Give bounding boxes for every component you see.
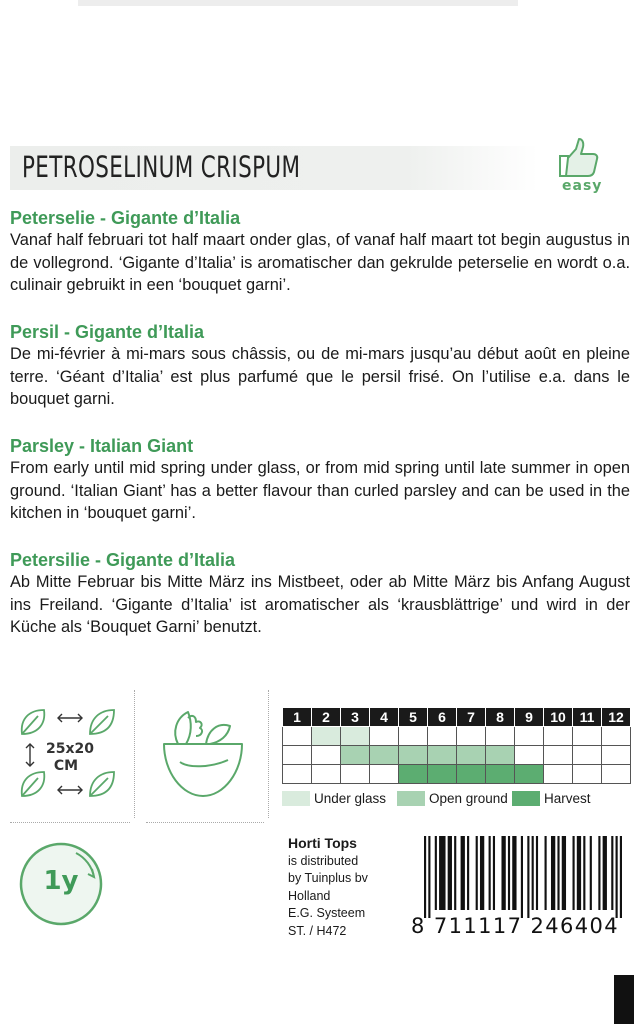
under-glass-cell: [283, 727, 312, 746]
barcode-bar: [536, 836, 538, 910]
barcode-bar: [551, 836, 555, 910]
open-ground-cell: [457, 746, 486, 765]
barcode-bar: [611, 836, 613, 910]
barcode-bar: [545, 836, 547, 910]
calendar-row-harvest: [283, 765, 631, 784]
section-nl: [10, 207, 634, 297]
barcode-bar: [598, 836, 600, 910]
under-glass-cell: [428, 727, 457, 746]
divider: [146, 822, 264, 823]
leaf-icon: [22, 772, 45, 796]
divider: [268, 690, 269, 818]
spacing-label: [46, 741, 94, 775]
barcode-bar: [476, 836, 478, 910]
calendar-row-under-glass: [283, 727, 631, 746]
distributor-line: E.G. Systeem: [288, 906, 366, 920]
distributor-line: ST. / H472: [288, 923, 347, 938]
sowing-calendar: [282, 707, 631, 784]
barcode-bar: [590, 836, 592, 910]
legend-open-ground: [397, 789, 508, 807]
barcode: [424, 836, 622, 918]
month-9: 9: [515, 708, 544, 727]
open-ground-cell: [602, 746, 631, 765]
under-glass-cell: [370, 727, 399, 746]
open-ground-cell: [544, 746, 573, 765]
barcode-bar: [508, 836, 510, 910]
harvest-cell: [544, 765, 573, 784]
month-4: 4: [370, 708, 399, 727]
barcode-bar: [428, 836, 430, 918]
distributor-line: Holland: [288, 888, 331, 903]
barcode-bar: [454, 836, 456, 910]
barcode-bar: [577, 836, 581, 910]
harvest-cell: [486, 765, 515, 784]
section-de: [10, 549, 634, 639]
open-ground-cell: [341, 746, 370, 765]
harvest-cell: [283, 765, 312, 784]
barcode-bar: [557, 836, 559, 910]
legend-harvest: [512, 789, 591, 807]
section-text: De mi-février à mi-mars sous châssis, ou de mi-mars jusqu’au début août en pleine terre. ‘Géant d’Italia’ est plus parfumé que le persil frisé. On l’utilise e.a. dans le bouquet garni.: [10, 345, 630, 409]
under-glass-cell: [341, 727, 370, 746]
open-ground-cell: [312, 746, 341, 765]
barcode-bar: [439, 836, 445, 910]
harvest-cell: [602, 765, 631, 784]
lifecycle-label: 1y: [43, 866, 79, 896]
under-glass-cell: [399, 727, 428, 746]
open-ground-cell: [283, 746, 312, 765]
month-3: 3: [341, 708, 370, 727]
legend-label: Open ground: [429, 790, 508, 806]
vertical-arrow-icon: [26, 744, 34, 766]
harvest-cell: [399, 765, 428, 784]
month-8: 8: [486, 708, 515, 727]
barcode-bar: [489, 836, 491, 910]
legend-swatch: [282, 791, 310, 806]
barcode-bar: [493, 836, 495, 910]
spacing-dimensions: 25x20: [46, 741, 94, 757]
open-ground-cell: [486, 746, 515, 765]
harvest-bowl-icon: [158, 702, 250, 802]
legend-swatch: [512, 791, 540, 806]
difficulty-badge: [552, 136, 606, 196]
harvest-cell: [573, 765, 602, 784]
barcode-number: 8 711117 246404: [411, 914, 620, 938]
section-text: Ab Mitte Februar bis Mitte März ins Mistbeet, oder ab Mitte März bis Anfang August ins Freiland. ‘Gigante d’Italia’ ist aromatischer als ‘krausblättrige’ und wird in der Küche als ‘Bouquet Garni’ benutzt.: [10, 573, 630, 637]
barcode-bar: [480, 836, 484, 910]
barcode-bar: [467, 836, 469, 910]
barcode-bar: [424, 836, 426, 918]
section-title: Petersilie - Gigante d’Italia: [10, 550, 236, 570]
difficulty-label: easy: [562, 178, 603, 194]
barcode-bar: [603, 836, 607, 910]
open-ground-cell: [515, 746, 544, 765]
leaf-icon: [90, 772, 114, 796]
leaf-icon: [90, 710, 114, 734]
open-ground-cell: [399, 746, 428, 765]
barcode-bar: [435, 836, 437, 910]
harvest-cell: [515, 765, 544, 784]
under-glass-cell: [602, 727, 631, 746]
barcode-bar: [527, 836, 529, 918]
section-title: Peterselie - Gigante d’Italia: [10, 208, 241, 228]
harvest-cell: [457, 765, 486, 784]
section-text: Vanaf half februari tot half maart onder glas, of vanaf half maart tot begin augustus in de vollegrond. ‘Gigante d’Italia’ is aromatischer dan gekrulde peterselie en wordt o.a. culinair gebruikt in een ‘bouquet garni’.: [10, 231, 630, 295]
month-10: 10: [544, 708, 573, 727]
calendar-months-row: [283, 708, 631, 727]
edge-marker: [614, 975, 634, 1024]
barcode-bar: [532, 836, 534, 910]
legend-under-glass: [282, 789, 386, 807]
barcode-bar: [620, 836, 622, 918]
month-2: 2: [312, 708, 341, 727]
top-strip: [78, 0, 518, 6]
spacing-unit: CM: [53, 758, 79, 774]
harvest-cell: [370, 765, 399, 784]
barcode-bar: [448, 836, 452, 910]
month-7: 7: [457, 708, 486, 727]
distributor-line: by Tuinplus bv: [288, 871, 368, 885]
open-ground-cell: [370, 746, 399, 765]
open-ground-cell: [428, 746, 457, 765]
month-6: 6: [428, 708, 457, 727]
section-fr: [10, 321, 634, 411]
under-glass-cell: [457, 727, 486, 746]
legend-label: Under glass: [314, 790, 387, 806]
section-text: From early until mid spring under glass, or from mid spring until late summer in open ground. ‘Italian Giant’ has a better flavour than curled parsley and can be used in the kitchen in ‘bouquet garni’.: [10, 459, 630, 523]
under-glass-cell: [573, 727, 602, 746]
calendar-row-open-ground: [283, 746, 631, 765]
thumbs-up-icon: [552, 136, 606, 180]
under-glass-cell: [515, 727, 544, 746]
leaf-icon: [22, 710, 45, 734]
section-title: Parsley - Italian Giant: [10, 436, 194, 456]
under-glass-cell: [544, 727, 573, 746]
under-glass-cell: [312, 727, 341, 746]
harvest-cell: [341, 765, 370, 784]
distributor-line: is distributed: [288, 853, 359, 868]
legend-swatch: [397, 791, 425, 806]
harvest-cell: [428, 765, 457, 784]
species-name: PETROSELINUM CRISPUM: [22, 150, 301, 184]
section-en: [10, 435, 634, 525]
horizontal-arrow-icon: [58, 786, 82, 794]
barcode-bar: [616, 836, 618, 918]
barcode-bar: [501, 836, 505, 910]
barcode-bar: [512, 836, 516, 910]
horizontal-arrow-icon: [58, 714, 82, 722]
barcode-bar: [461, 836, 465, 910]
barcode-bar: [573, 836, 575, 910]
brand-name: Horti Tops: [288, 835, 357, 851]
month-11: 11: [573, 708, 602, 727]
under-glass-cell: [486, 727, 515, 746]
legend-label: Harvest: [544, 790, 591, 806]
divider: [10, 822, 130, 823]
barcode-bar: [583, 836, 585, 910]
month-1: 1: [283, 708, 312, 727]
open-ground-cell: [573, 746, 602, 765]
divider: [134, 690, 135, 818]
month-5: 5: [399, 708, 428, 727]
month-12: 12: [602, 708, 631, 727]
section-title: Persil - Gigante d’Italia: [10, 322, 205, 342]
barcode-bar: [521, 836, 523, 918]
harvest-cell: [312, 765, 341, 784]
barcode-bar: [562, 836, 566, 910]
distributor-info: [288, 835, 368, 940]
